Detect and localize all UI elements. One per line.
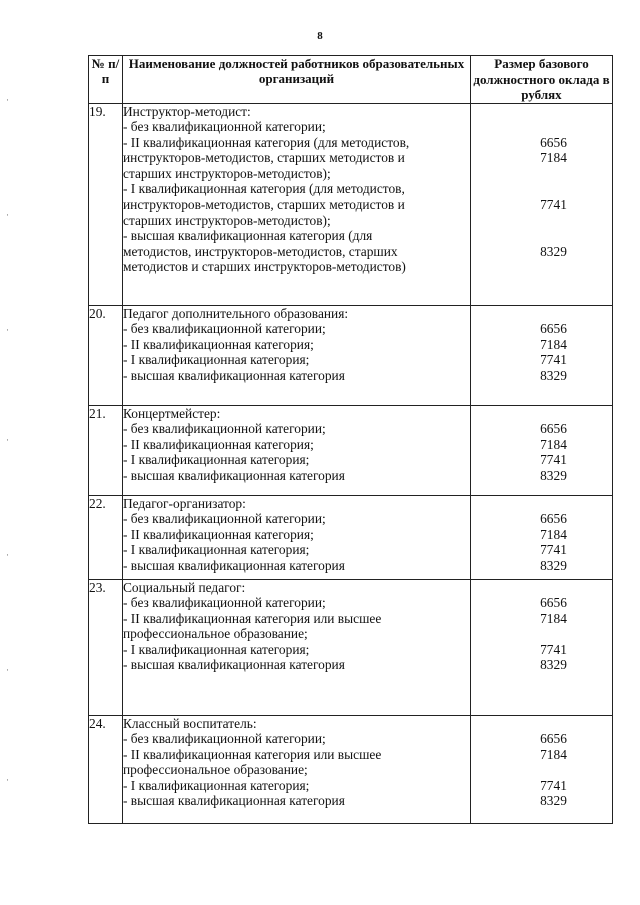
salary-value: 8329	[540, 367, 567, 383]
salary-table	[88, 55, 613, 824]
salary-value: 7184	[540, 150, 567, 166]
position-line: - II квалификационная категория;	[123, 336, 314, 352]
salary-value: 6656	[540, 731, 567, 747]
position-line: - без квалификационной категории;	[123, 511, 326, 527]
salary-values	[471, 715, 613, 823]
margin-mark: ·	[6, 550, 9, 560]
position-line: - высшая квалификационная категория	[123, 367, 345, 383]
position-line: Педагог-организатор:	[123, 495, 246, 511]
row-number: 23.	[89, 579, 123, 715]
position-name	[123, 715, 471, 823]
table-row	[89, 495, 613, 579]
salary-gap	[471, 406, 612, 422]
position-line: - высшая квалификационная категория	[123, 557, 345, 573]
salary-value: 8329	[540, 557, 567, 573]
margin-mark: ·	[6, 210, 9, 220]
row-number: 21.	[89, 405, 123, 495]
salary-value: 6656	[540, 511, 567, 527]
position-line: инструкторов-методистов, старших методистов и	[123, 197, 405, 213]
position-line: - II квалификационная категория или высшее	[123, 610, 382, 626]
position-line: старших инструкторов-методистов);	[123, 212, 331, 228]
salary-gap	[471, 259, 612, 275]
position-line: - высшая квалификационная категория	[123, 793, 345, 809]
position-name	[123, 495, 471, 579]
position-name	[123, 405, 471, 495]
position-line: - высшая квалификационная категория (для	[123, 228, 373, 244]
position-line: - II квалификационная категория или высшее	[123, 746, 382, 762]
position-line: Инструктор-методист:	[123, 103, 251, 119]
salary-values	[471, 405, 613, 495]
salary-gap	[471, 275, 612, 291]
position-line: - I квалификационная категория;	[123, 777, 310, 793]
position-line: Педагог дополнительного образования:	[123, 305, 349, 321]
table-row	[89, 715, 613, 823]
salary-value: 7184	[540, 746, 567, 762]
salary-value: 7741	[540, 197, 567, 213]
row-number: 22.	[89, 495, 123, 579]
salary-value: 8329	[540, 657, 567, 673]
salary-values	[471, 579, 613, 715]
salary-value: 7184	[540, 436, 567, 452]
salary-value: 6656	[540, 595, 567, 611]
position-line: - II квалификационная категория (для методистов,	[123, 134, 410, 150]
salary-gap	[471, 228, 612, 244]
position-line: - II квалификационная категория;	[123, 436, 314, 452]
salary-value: 7184	[540, 526, 567, 542]
salary-value: 6656	[540, 321, 567, 337]
position-line: - I квалификационная категория;	[123, 352, 310, 368]
salary-value: 8329	[540, 793, 567, 809]
salary-value: 7741	[540, 352, 567, 368]
salary-gap	[471, 306, 612, 322]
salary-value: 7184	[540, 336, 567, 352]
table-row	[89, 305, 613, 405]
salary-gap	[471, 181, 612, 197]
margin-mark: ·	[6, 95, 9, 105]
margin-mark: ·	[6, 775, 9, 785]
margin-mark: ·	[6, 325, 9, 335]
salary-gap	[471, 119, 612, 135]
position-name	[123, 305, 471, 405]
table-row	[89, 405, 613, 495]
salary-value: 7184	[540, 610, 567, 626]
position-line: - II квалификационная категория;	[123, 526, 314, 542]
position-line: - I квалификационная категория;	[123, 542, 310, 558]
table-row	[89, 103, 613, 305]
position-line: старших инструкторов-методистов);	[123, 165, 331, 181]
position-line: методистов и старших инструкторов-методистов)	[123, 259, 406, 275]
position-line: - без квалификационной категории;	[123, 321, 326, 337]
salary-values	[471, 305, 613, 405]
position-line: - I квалификационная категория (для методистов,	[123, 181, 405, 197]
salary-value: 7741	[540, 777, 567, 793]
position-line: профессиональное образование;	[123, 626, 308, 642]
salary-values	[471, 103, 613, 305]
position-line: - высшая квалификационная категория	[123, 467, 345, 483]
row-number: 19.	[89, 103, 123, 305]
position-line: - без квалификационной категории;	[123, 119, 326, 135]
position-line: методистов, инструкторов-методистов, старших	[123, 243, 398, 259]
row-number: 24.	[89, 715, 123, 823]
position-name	[123, 579, 471, 715]
position-name	[123, 103, 471, 305]
margin-mark: ·	[6, 435, 9, 445]
salary-value: 7741	[540, 542, 567, 558]
position-line: - без квалификационной категории;	[123, 421, 326, 437]
salary-value: 7741	[540, 452, 567, 468]
header-salary: Размер базового должностного оклада в рублях	[471, 56, 613, 104]
position-line: - высшая квалификационная категория	[123, 657, 345, 673]
header-num: № п/п	[89, 56, 123, 104]
row-number: 20.	[89, 305, 123, 405]
salary-gap	[471, 104, 612, 120]
salary-value: 6656	[540, 421, 567, 437]
salary-value: 7741	[540, 641, 567, 657]
table-header-row	[89, 56, 613, 104]
salary-gap	[471, 496, 612, 512]
position-line: Классный воспитатель:	[123, 715, 257, 731]
position-line: - I квалификационная категория;	[123, 452, 310, 468]
salary-gap	[471, 716, 612, 732]
page-number: 8	[317, 30, 323, 42]
salary-gap	[471, 213, 612, 229]
position-line: - I квалификационная категория;	[123, 641, 310, 657]
position-line: инструкторов-методистов, старших методистов и	[123, 150, 405, 166]
salary-value: 8329	[540, 243, 567, 259]
salary-gap	[471, 166, 612, 182]
header-name: Наименование должностей работников образовательных организаций	[123, 56, 471, 104]
salary-gap	[471, 626, 612, 642]
position-line: профессиональное образование;	[123, 762, 308, 778]
salary-gap	[471, 762, 612, 778]
position-line: Концертмейстер:	[123, 405, 221, 421]
salary-value: 8329	[540, 467, 567, 483]
salary-values	[471, 495, 613, 579]
table-row	[89, 579, 613, 715]
position-line: - без квалификационной категории;	[123, 731, 326, 747]
salary-gap	[471, 580, 612, 596]
position-line: Социальный педагог:	[123, 579, 246, 595]
position-line: - без квалификационной категории;	[123, 595, 326, 611]
margin-mark: ·	[6, 665, 9, 675]
salary-value: 6656	[540, 134, 567, 150]
